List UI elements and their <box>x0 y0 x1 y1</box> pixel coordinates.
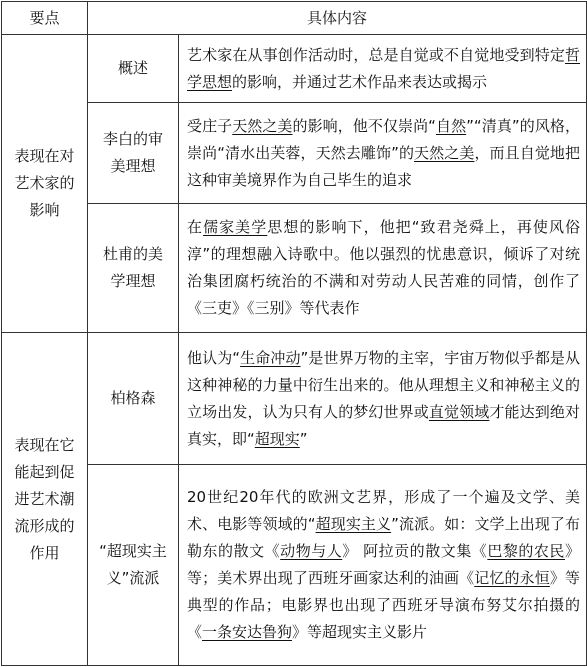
underlined-term: 天然之美 <box>414 143 475 162</box>
underlined-term: 生命冲动 <box>240 348 301 367</box>
text-segment: 》等典型的作品；电影界也出现了西班牙导演布努艾尔拍摄的《 <box>187 569 581 641</box>
text-segment: 》 阿拉贡的散文集《 <box>342 542 488 560</box>
table-row <box>2 333 587 465</box>
content-cell-surrealism <box>179 465 587 666</box>
underlined-term: 直觉领域 <box>428 402 490 421</box>
table-row <box>2 465 587 666</box>
text-segment: ”流派。如：文学上出现了布勒东的散文《 <box>187 515 581 560</box>
text-segment: 》等；美术界出现了西班牙画家达利的油画《 <box>187 542 580 587</box>
header-row <box>2 2 587 35</box>
category-cell-art-trend: 表现在它能起到促进艺术潮流形成的作用 <box>2 333 88 666</box>
underlined-term: 记忆的永恒 <box>474 569 550 587</box>
table-row <box>2 204 587 333</box>
underlined-term: 儒家美学 <box>203 218 268 236</box>
underlined-term: 超现实 <box>254 429 300 448</box>
text-segment: ，而且自觉地把这种审美境界作为自己毕生的追求 <box>187 143 581 189</box>
underlined-term: 超现实主义 <box>315 515 392 533</box>
category-cell-artist-influence: 表现在对艺术家的影响 <box>2 35 88 333</box>
content-cell-libai <box>179 103 587 204</box>
content-cell-bergson <box>179 333 587 465</box>
content-cell-overview <box>179 35 587 103</box>
subtopic-cell-surrealism: “超现实主义”流派 <box>88 465 179 666</box>
table-row <box>2 35 587 103</box>
text-segment: 受庄子 <box>187 116 233 135</box>
text-segment: ” <box>299 429 308 448</box>
subtopic-cell-libai: 李白的审美理想 <box>88 103 179 204</box>
table-row <box>2 103 587 204</box>
underlined-term: 哲学思想 <box>187 45 581 91</box>
text-segment: 的影响，并通过艺术作品来表达或揭示 <box>232 72 488 91</box>
text-segment: 20世纪20年代的欧洲文艺界，形成了一个遍及文学、美术、电影等领域的“ <box>187 488 581 533</box>
subtopic-cell-bergson: 柏格森 <box>88 333 179 465</box>
underlined-term: 巴黎的农民 <box>487 542 565 560</box>
underlined-term: 天然之美 <box>232 116 293 135</box>
underlined-term: 动物与人 <box>280 542 343 560</box>
text-segment: 》等超现实主义影片 <box>292 623 428 641</box>
text-segment: ”是世界万物的主宰，宇宙万物似乎都是从这种神秘的力量中衍生出来的。他从理想主义和神秘主义的立场出发，认为只有人的梦幻世界或 <box>187 348 581 421</box>
summary-table <box>1 1 587 666</box>
underlined-term: 自然 <box>435 116 467 135</box>
text-segment: ”“清真”的风格，崇尚“清水出芙蓉，天然去雕饰”的 <box>187 116 580 162</box>
subtopic-cell-overview: 概述 <box>88 35 179 103</box>
content-cell-dufu <box>179 204 587 333</box>
text-segment: 在 <box>187 218 204 236</box>
underlined-term: 一条安达鲁狗 <box>202 623 293 641</box>
text-segment: 艺术家在从事创作活动时，总是自觉或不自觉地受到特定 <box>187 45 565 64</box>
header-cell-points: 要点 <box>2 2 88 35</box>
text-segment: 思想的影响下，他把“致君尧舜上，再使风俗淳”的理想融入诗歌中。他以强烈的忧患意识，倾诉了对统治集团腐朽统治的不满和对劳动人民苦难的同情，创作了《三吏》《三别》等代表作 <box>187 218 581 317</box>
text-segment: 他认为“ <box>187 348 241 367</box>
text-segment: 的影响，他不仅崇尚“ <box>292 116 436 135</box>
subtopic-cell-dufu: 杜甫的美学理想 <box>88 204 179 333</box>
text-segment: 才能达到绝对真实，即“ <box>187 402 580 448</box>
header-cell-content: 具体内容 <box>88 2 587 35</box>
